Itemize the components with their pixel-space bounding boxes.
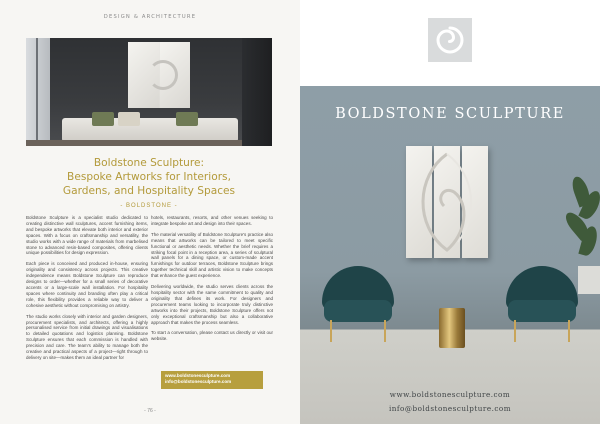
hero-photo [26, 38, 272, 146]
paragraph: Boldstone Sculpture is a specialist studio dedicated to creating distinctive wall sculptures, accent furnishing items, and bespoke artworks that elevate both interior and exterior spaces. With a focus on craftsmanship and versatility, the studio works with a wide range of materials from marbelised stone to advanced resin-based composites, offering clients unique possibilities for design expression. [26, 215, 148, 256]
email-link[interactable]: info@boldstonesculpture.com [388, 404, 512, 413]
pillow-image [118, 112, 140, 126]
paragraph: Delivering worldwide, the studio serves clients across the hospitality sector with the same commitment to quality and originality that defines its work. For designers and procurement teams looking to incorporate truly distinctive artworks into their projects, Boldstone Sculpture offers not only exceptional craftsmanship but also a collaborative approach that makes the process seamless. [151, 284, 273, 325]
right-page [300, 0, 600, 424]
wall-sculpture-image [128, 42, 190, 108]
body-column-1 [26, 215, 148, 366]
contact-box [161, 371, 263, 389]
window-image [26, 38, 50, 146]
paragraph: The material versatility of Boldstone Sculpture's practice also means that artworks can be tailored to meet specific functional or aesthetic needs. Whether the brief requires a striking focal point in a reception area, a series of sculptural wall panels for a dining space, or custom-made accent furnishings for outdoor terraces, Boldstone Sculpture brings together technical skill and artistic vision to make concepts that enhance the guest experience. [151, 231, 273, 279]
armchair-image [506, 266, 578, 340]
wall-sculpture-image [406, 146, 488, 258]
article-subtitle: - BOLDSTONE - [120, 203, 178, 209]
brand-logo [428, 18, 472, 62]
section-label: DESIGN & ARCHITECTURE [103, 14, 197, 20]
side-table-image [439, 308, 465, 348]
article-title: Boldstone Sculpture: Bespoke Artworks for Interiors, Gardens, and Hospitality Spaces [62, 157, 236, 197]
brand-title: BOLDSTONE SCULPTURE [335, 106, 565, 122]
advert-photo [300, 86, 600, 424]
pillow-image [92, 112, 114, 126]
page-number: - 76 - [144, 408, 156, 414]
armchair-image [322, 266, 394, 340]
website-link[interactable]: www.boldstonesculpture.com [389, 390, 511, 399]
paragraph: To start a conversation, please contact us directly or visit our website. [151, 330, 273, 342]
contact-website-link[interactable]: www.boldstonesculpture.com [165, 373, 231, 378]
floor-image [26, 140, 272, 146]
paragraph: Each piece is conceived and produced in-house, ensuring originality and consistency across projects. This creative independence means Boldstone Sculpture can reproduce designs to order—whether for a small series of decorative accents or a large-scale wall installation. For hospitality spaces where continuity and branding often play a critical role, this flexibility provides a reliable way to deliver a cohesive aesthetic without compromising on artistry. [26, 261, 148, 308]
body-column-2 [151, 215, 273, 347]
pillow-image [176, 112, 198, 126]
door-image [242, 38, 272, 146]
sofa-image [62, 118, 238, 142]
paragraph: The studio works closely with interior and garden designers, procurement specialists, and architects, offering a highly personalised service from initial drawings and visualisations to detailed quotations and logistics planning. Boldstone Sculpture ensures that each commission is handled with precision and care. The team's ability to manage both the creative and practical aspects of a project—right through to delivery on site—makes them an ideal partner for [26, 313, 148, 360]
spiral-logo-icon [434, 24, 466, 56]
paragraph: hotels, restaurants, resorts, and other venues seeking to integrate bespoke art and design into their spaces. [151, 215, 273, 226]
contact-email-link[interactable]: info@boldstonesculpture.com [165, 379, 232, 384]
advert-footer [300, 384, 600, 424]
